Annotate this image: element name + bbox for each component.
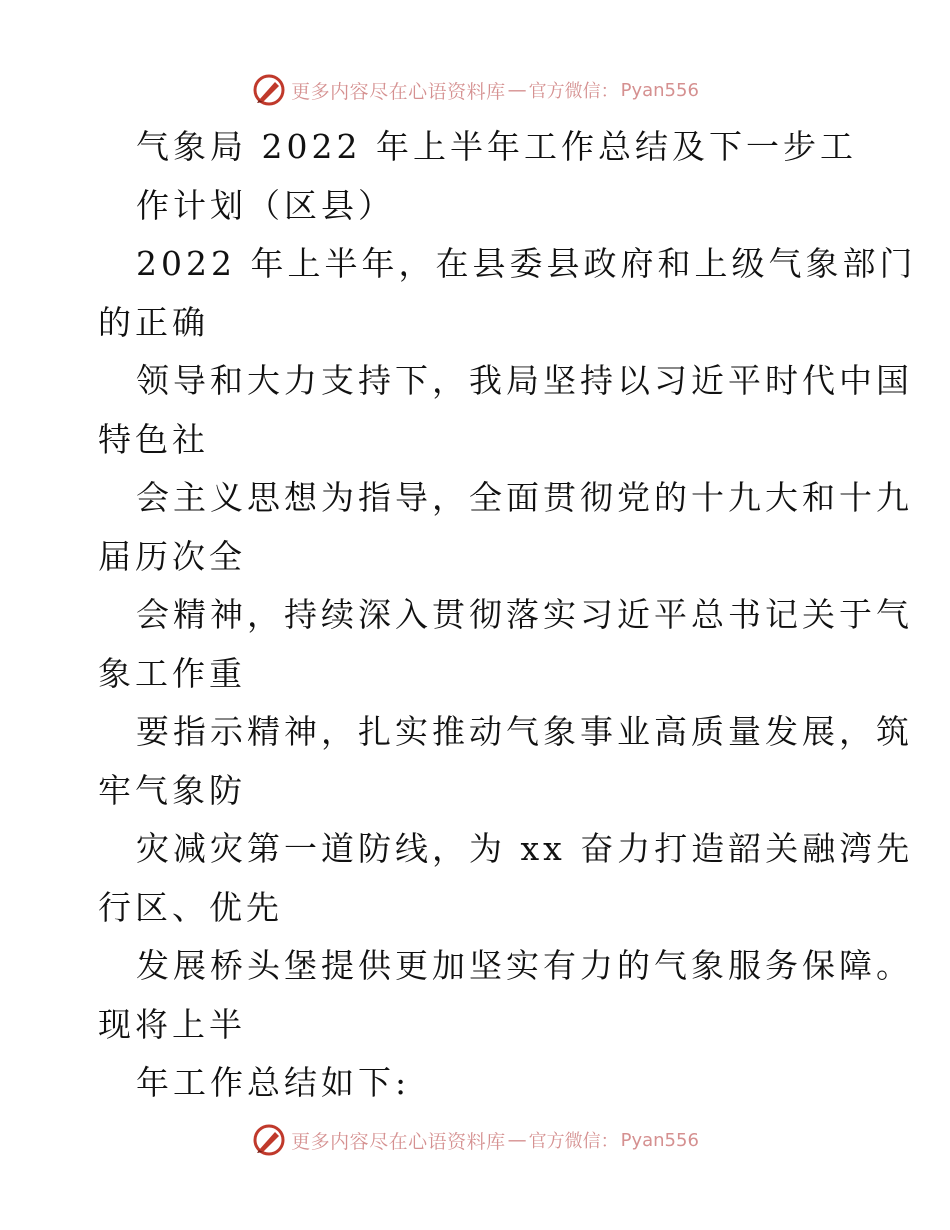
title-line-1: 气象局 2022 年上半年工作总结及下一步工	[136, 127, 857, 166]
paragraph-line: 会主义思想为指导，全面贯彻党的十九大和十九	[136, 478, 913, 517]
watermark-separator: —	[507, 79, 527, 101]
watermark-id: Pyan556	[620, 1129, 699, 1151]
footer-watermark	[0, 1120, 950, 1160]
paragraph-line: 灾减灾第一道防线，为 xx 奋力打造韶关融湾先	[136, 829, 914, 868]
watermark-separator: —	[507, 1129, 527, 1151]
watermark-label: 官方微信：	[528, 81, 619, 102]
paragraph-line: 牢气象防	[98, 770, 246, 810]
watermark-text: 更多内容尽在心语资料库	[291, 1130, 506, 1153]
pen-logo-icon	[251, 1122, 287, 1158]
paragraph-line: 届历次全	[98, 536, 246, 576]
paragraph-line: 2022 年上半年，在县委县政府和上级气象部门	[136, 244, 917, 283]
paragraph-line: 发展桥头堡提供更加坚实有力的气象服务保障。	[136, 946, 913, 985]
paragraph-line: 现将上半	[98, 1004, 246, 1044]
header-watermark	[0, 70, 950, 110]
watermark-id: Pyan556	[620, 79, 699, 101]
watermark-label: 官方微信：	[528, 1131, 619, 1152]
paragraph-line: 领导和大力支持下，我局坚持以习近平时代中国	[136, 361, 913, 400]
paragraph-line: 特色社	[98, 419, 209, 459]
pen-logo-icon	[251, 72, 287, 108]
paragraph-line: 会精神，持续深入贯彻落实习近平总书记关于气	[136, 595, 913, 634]
paragraph-line: 行区、优先	[98, 887, 283, 927]
paragraph-line: 象工作重	[98, 653, 246, 693]
watermark-text: 更多内容尽在心语资料库	[291, 80, 506, 103]
title-line-2: 作计划（区县）	[136, 185, 395, 225]
paragraph-line: 要指示精神，扎实推动气象事业高质量发展，筑	[136, 712, 913, 751]
paragraph-line: 的正确	[98, 302, 209, 342]
document-body	[98, 118, 917, 1113]
paragraph-line: 年工作总结如下:	[136, 1063, 411, 1102]
